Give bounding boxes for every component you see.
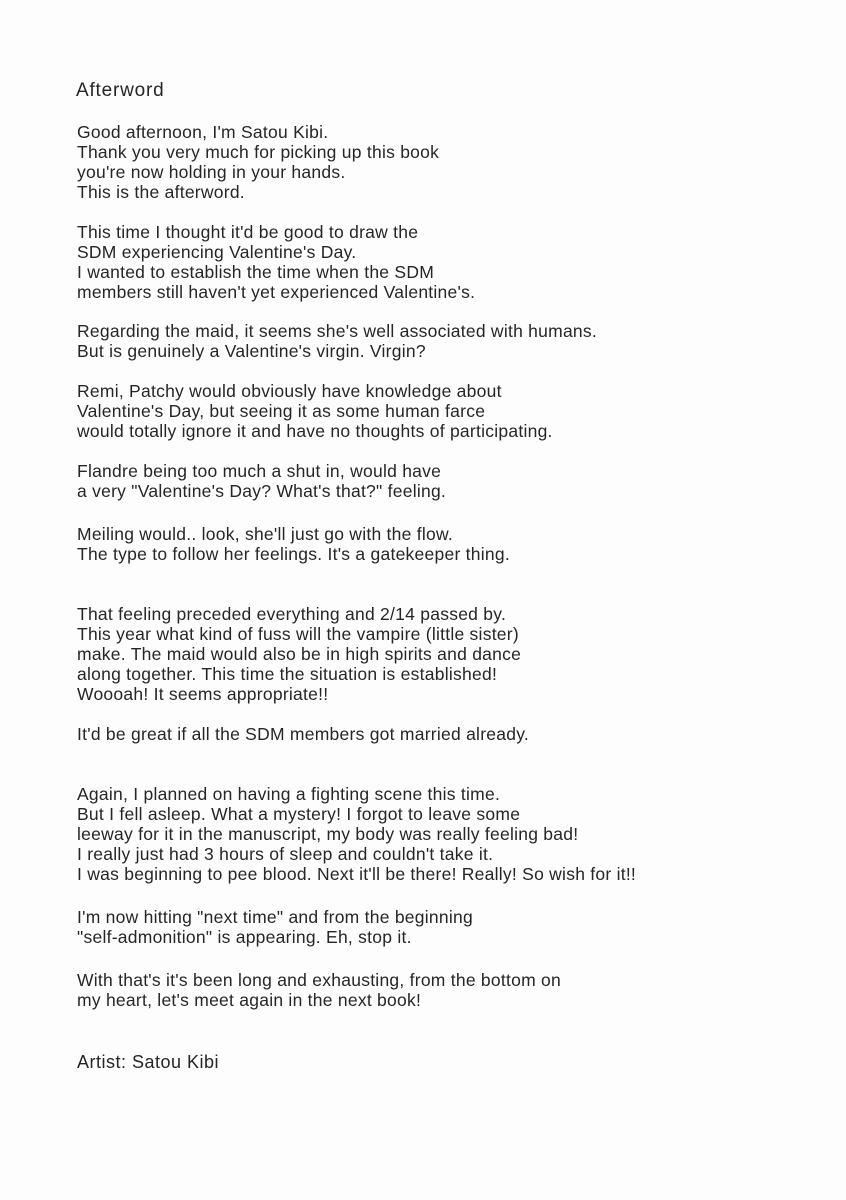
text-line: along together. This time the situation is established! [77,664,498,684]
text-line: Remi, Patchy would obviously have knowledge about [77,381,502,401]
text-line: you're now holding in your hands. [77,162,346,182]
text-line: It'd be great if all the SDM members got married already. [77,724,530,744]
paragraph-valentine-plot [77,604,826,704]
text-line: That feeling preceded everything and 2/14 passed by. [77,604,507,624]
text-line: But I fell asleep. What a mystery! I forgot to leave some [77,804,521,824]
paragraph-theme [77,222,826,302]
artist-credit: Artist: Satou Kibi [77,1052,220,1072]
text-line: a very "Valentine's Day? What's that?" feeling. [77,481,447,501]
text-line: Again, I planned on having a fighting scene this time. [77,784,501,804]
text-line: members still haven't yet experienced Valentine's. [77,282,476,302]
paragraph-meiling [77,524,826,564]
text-line: Regarding the maid, it seems she's well associated with humans. [77,321,598,341]
text-line: I really just had 3 hours of sleep and couldn't take it. [77,844,494,864]
paragraph-apology [77,784,826,884]
text-line: my heart, let's meet again in the next book! [77,990,422,1010]
text-line: Valentine's Day, but seeing it as some human farce [77,401,486,421]
paragraph-next-time [77,907,826,947]
text-line: This year what kind of fuss will the vampire (little sister) [77,624,519,644]
text-line: Good afternoon, I'm Satou Kibi. [77,122,329,142]
text-line: But is genuinely a Valentine's virgin. Virgin? [77,341,426,361]
text-line: With that's it's been long and exhausting, from the bottom on [77,970,562,990]
text-line: Woooah! It seems appropriate!! [77,684,329,704]
paragraph-farewell [77,970,826,1010]
text-line: Thank you very much for picking up this book [77,142,440,162]
text-line: SDM experiencing Valentine's Day. [77,242,357,262]
paragraph-greeting [77,122,826,202]
text-line: I'm now hitting "next time" and from the beginning [77,907,473,927]
text-line: The type to follow her feelings. It's a gatekeeper thing. [77,544,510,564]
text-line: I wanted to establish the time when the SDM [77,262,435,282]
paragraph-remi-patchy [77,381,826,441]
paragraph-maid [77,321,826,361]
text-line: "self-admonition" is appearing. Eh, stop it. [77,927,412,947]
page-title: Afterword [76,80,165,101]
text-line: I was beginning to pee blood. Next it'll be there! Really! So wish for it!! [77,864,637,884]
text-line: Flandre being too much a shut in, would have [77,461,442,481]
paragraph-flandre [77,461,826,501]
text-line: leeway for it in the manuscript, my body was really feeling bad! [77,824,579,844]
text-line: Meiling would.. look, she'll just go with the flow. [77,524,453,544]
text-line: would totally ignore it and have no thoughts of participating. [77,421,553,441]
text-line: This time I thought it'd be good to draw the [77,222,419,242]
paragraph-married [77,724,826,744]
text-line: This is the afterword. [77,182,245,202]
text-line: make. The maid would also be in high spirits and dance [77,644,522,664]
